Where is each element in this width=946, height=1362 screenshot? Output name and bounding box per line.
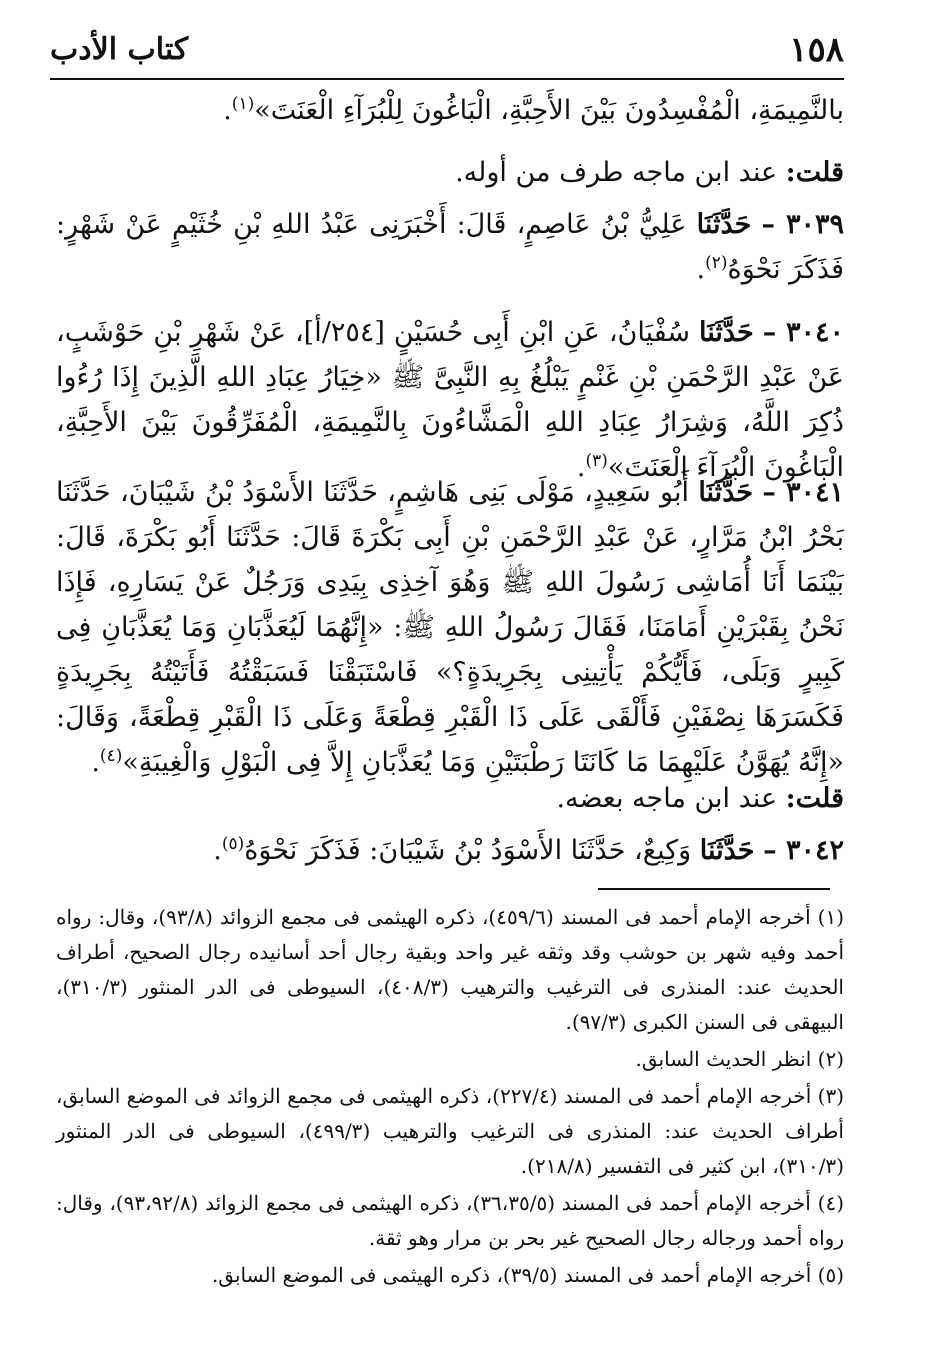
footnote-ref: (٤): [99, 746, 123, 766]
footnote-ref: (٣): [585, 451, 608, 471]
qult-label: قلت:: [785, 783, 844, 814]
qult-text: عند ابن ماجه بعضه.: [556, 783, 778, 814]
hadith-number: ٣٠٤٠ –: [762, 317, 844, 348]
footnote-item: [56, 1186, 844, 1256]
hadith-number: ٣٠٤١ –: [762, 477, 844, 508]
haddathana-word: حَدَّثَنَا: [698, 477, 754, 508]
footnote-ref: (١): [231, 94, 255, 114]
footnote-number: (١): [817, 905, 844, 929]
footnote-number: (٥): [817, 1263, 844, 1287]
hadith-3039: ٣٠٣٩ – حَدَّثَنَا عَلِيُّ بْنُ عَاصِمٍ، قَالَ: أَخْبَرَنِى عَبْدُ اللهِ بْنِ خُثَيْمٍ عَنْ شَهْرٍ: فَذَكَرَ نَحْوَهُ$^{(٢)}$.: [56, 209, 844, 285]
qult-paragraph: [56, 776, 844, 821]
footnote-item: [56, 1042, 844, 1077]
footnote-separator: [598, 888, 830, 890]
haddathana-word: حَدَّثَنَا: [699, 317, 754, 348]
footnote-text: أخرجه الإمام أحمد فى المسند (٣٦،٣٥/٥)، ذكره الهيثمى فى مجمع الزوائد (٩٣،٩٢/٨)، وقال: رواه أحمد ورجاله رجال الصحيح غير بحر بن مرار وهو ثقة.: [56, 1191, 844, 1250]
hadith-text: سُفْيَانُ، عَنِ ابْنِ أَبِى حُسَيْنٍ [٢٥٤/أ]، عَنْ شَهْرِ بْنِ حَوْشَبٍ، عَنْ عَبْدِ الرَّحْمَنِ بْنِ غَنْمٍ يَبْلُغُ بِهِ النَّبِىَّ ﷺ «خِيَارُ عِبَادِ اللهِ الَّذِينَ إِذَا رُءُوا ذُكِرَ اللَّهُ، وَشِرَارُ عِبَادِ اللهِ الْمَشَّاءُونَ بِالنَّمِيمَةِ، الْمُفَرِّقُونَ بَيْنَ الأَحِبَّةِ، الْبَاغُونَ الْبُرَآءَ الْعَنَتَ»: [56, 317, 844, 483]
footnote-text: أخرجه الإمام أحمد فى المسند (٣٩/٥)، ذكره الهيثمى فى الموضع السابق.: [211, 1263, 812, 1287]
footnote-ref: (٥): [221, 834, 245, 854]
hadith-3040: ٣٠٤٠ – حَدَّثَنَا سُفْيَانُ، عَنِ ابْنِ أَبِى حُسَيْنٍ [٢٥٤/أ]، عَنْ شَهْرِ بْنِ حَوْشَبٍ، عَنْ عَبْدِ الرَّحْمَنِ بْنِ غَنْمٍ يَبْلُغُ بِهِ النَّبِىَّ ﷺ «خِيَارُ عِبَادِ اللهِ الَّذِينَ إِذَا رُءُوا ذُكِرَ اللَّهُ، وَشِرَارُ عِبَادِ اللهِ الْمَشَّاءُونَ بِالنَّمِيمَةِ، الْمُفَرِّقُونَ بَيْنَ الأَحِبَّةِ، الْبَاغُونَ الْبُرَآءَ الْعَنَتَ»$^{(٣)}$.: [56, 317, 844, 483]
hadith-text: أَبُو سَعِيدٍ، مَوْلَى بَنِى هَاشِمٍ، حَدَّثَنَا الأَسْوَدُ بْنُ شَيْبَانَ، حَدَّثَنَا بَحْرُ ابْنُ مَرَّارٍ، عَنْ عَبْدِ الرَّحْمَنِ بْنِ أَبِى بَكْرَةَ قَالَ: حَدَّثَنَا أَبُو بَكْرَةَ، قَالَ: بَيْنَمَا أَنَا أُمَاشِى رَسُولَ اللهِ ﷺ وَهُوَ آخِذِى بِيَدِى وَرَجُلٌ عَنْ يَسَارِهِ، فَإِذَا نَحْنُ بِقَبْرَيْنِ أَمَامَنَا، فَقَالَ رَسُولُ اللهِ ﷺ: «إِنَّهُمَا لَيُعَذَّبَانِ وَمَا يُعَذَّبَانِ فِى كَبِيرٍ وَبَلَى، فَأَيُّكُمْ يَأْتِينِى بِجَرِيدَةٍ؟» فَاسْتَبَقْنَا فَسَبَقْتُهُ فَأَتَيْتُهُ بِجَرِيدَةٍ فَكَسَرَهَا نِصْفَيْنِ فَأَلْقَى عَلَى ذَا الْقَبْرِ قِطْعَةً وَعَلَى ذَا الْقَبْرِ قِطْعَةً، وَقَالَ: «إِنَّهُ يُهَوَّنُ عَلَيْهِمَا مَا كَانَتَا رَطْبَتَيْنِ وَمَا يُعَذَّبَانِ إِلاَّ فِى الْبَوْلِ وَالْغِيبَةِ»: [56, 477, 844, 778]
continuation-paragraph: بالنَّمِيمَةِ، الْمُفْسِدُونَ بَيْنَ الأَحِبَّةِ، الْبَاغُونَ لِلْبُرَآءِ الْعَنَتَ»$^{(١)}$.: [223, 94, 844, 126]
qult-text: عند ابن ماجه طرف من أوله.: [455, 157, 778, 188]
footnote-text: انظر الحديث السابق.: [635, 1047, 812, 1071]
footnote-item: [56, 1258, 844, 1293]
footnote-ref: (٢): [705, 253, 728, 273]
continuation-text: بالنَّمِيمَةِ، الْمُفْسِدُونَ بَيْنَ الأَحِبَّةِ، الْبَاغُونَ لِلْبُرَآءِ الْعَنَتَ»: [254, 95, 844, 126]
haddathana-word: حَدَّثَنَا: [699, 835, 755, 866]
header-rule: [50, 78, 844, 80]
footnotes: [56, 900, 844, 1295]
page-header: [50, 28, 844, 80]
footnote-number: (٤): [817, 1191, 845, 1215]
hadith-3042: ٣٠٤٢ – حَدَّثَنَا وَكِيعٌ، حَدَّثَنَا الأَسْوَدُ بْنُ شَيْبَانَ: فَذَكَرَ نَحْوَهُ$^{(٥)}$.: [213, 834, 844, 866]
qult-label: قلت:: [785, 157, 844, 188]
hadith-3041: ٣٠٤١ – حَدَّثَنَا أَبُو سَعِيدٍ، مَوْلَى بَنِى هَاشِمٍ، حَدَّثَنَا الأَسْوَدُ بْنُ شَيْبَانَ، حَدَّثَنَا بَحْرُ ابْنُ مَرَّارٍ، عَنْ عَبْدِ الرَّحْمَنِ بْنِ أَبِى بَكْرَةَ قَالَ: حَدَّثَنَا أَبُو بَكْرَةَ، قَالَ: بَيْنَمَا أَنَا أُمَاشِى رَسُولَ اللهِ ﷺ وَهُوَ آخِذِى بِيَدِى وَرَجُلٌ عَنْ يَسَارِهِ، فَإِذَا نَحْنُ بِقَبْرَيْنِ أَمَامَنَا، فَقَالَ رَسُولُ اللهِ ﷺ: «إِنَّهُمَا لَيُعَذَّبَانِ وَمَا يُعَذَّبَانِ فِى كَبِيرٍ وَبَلَى، فَأَيُّكُمْ يَأْتِينِى بِجَرِيدَةٍ؟» فَاسْتَبَقْنَا فَسَبَقْتُهُ فَأَتَيْتُهُ بِجَرِيدَةٍ فَكَسَرَهَا نِصْفَيْنِ فَأَلْقَى عَلَى ذَا الْقَبْرِ قِطْعَةً وَعَلَى ذَا الْقَبْرِ قِطْعَةً، وَقَالَ: «إِنَّهُ يُهَوَّنُ عَلَيْهِمَا مَا كَانَتَا رَطْبَتَيْنِ وَمَا يُعَذَّبَانِ إِلاَّ فِى الْبَوْلِ وَالْغِيبَةِ»$^{(٤)}$.: [56, 477, 844, 778]
footnote-number: (٣): [817, 1084, 844, 1108]
haddathana-word: حَدَّثَنَا: [696, 209, 752, 240]
page-number: ١٥٨: [789, 30, 844, 70]
footnote-item: [56, 900, 844, 1040]
hadith-text: عَلِيُّ بْنُ عَاصِمٍ، قَالَ: أَخْبَرَنِى عَبْدُ اللهِ بْنِ خُثَيْمٍ عَنْ شَهْرٍ: فَذَكَرَ نَحْوَهُ: [56, 209, 844, 285]
footnote-item: [56, 1079, 844, 1184]
footnote-text: أخرجه الإمام أحمد فى المسند (٢٢٧/٤)، ذكره الهيثمى فى مجمع الزوائد فى الموضع السابق، أطراف الحديث عند: المنذرى فى الترغيب والترهيب (٤٩٩/٣)، السيوطى فى الدر المنثور (٣١٠/٣)، ابن كثير فى التفسير (٢١٨/٨).: [56, 1084, 844, 1178]
hadith-number: ٣٠٤٢ –: [763, 835, 844, 866]
qult-paragraph: [56, 150, 844, 195]
hadith-number: ٣٠٣٩ –: [761, 209, 844, 240]
footnote-number: (٢): [817, 1047, 844, 1071]
hadith-text: وَكِيعٌ، حَدَّثَنَا الأَسْوَدُ بْنُ شَيْبَانَ: فَذَكَرَ نَحْوَهُ: [244, 835, 692, 866]
book-title: كتاب الأدب: [50, 32, 189, 67]
footnote-text: أخرجه الإمام أحمد فى المسند (٤٥٩/٦)، ذكره الهيثمى فى مجمع الزوائد (٩٣/٨)، وقال: رواه أحمد وفيه شهر بن حوشب وقد وثقه غير واحد وبقية رجال أحد أسانيده رجال الصحيح، أطراف الحديث عند: المنذرى فى الترغيب والترهيب (٤٠٨/٣)، السيوطى فى الدر المنثور (٣١٠/٣)، البيهقى فى السنن الكبرى (٩٧/٣).: [56, 905, 845, 1034]
